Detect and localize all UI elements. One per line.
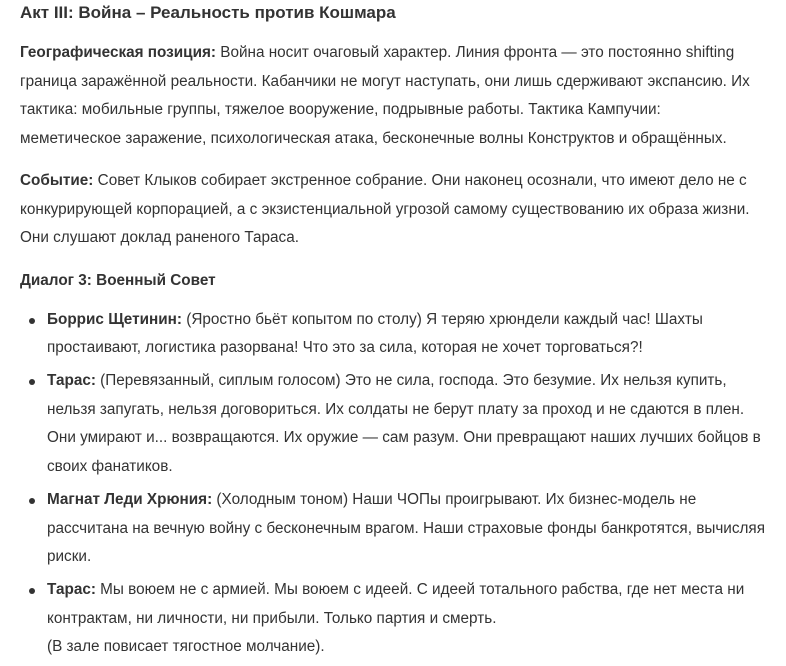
bullet-icon (29, 379, 35, 385)
geo-label: Географическая позиция: (20, 44, 217, 61)
bullet-icon (29, 498, 35, 504)
section-heading: Акт III: Война – Реальность против Кошмара (20, 3, 396, 22)
dialogue-item (20, 576, 766, 662)
event-label: Событие: (20, 171, 94, 189)
dialogue-list (20, 306, 766, 662)
speaker-name: Тарас: (47, 580, 96, 598)
dialogue-text: (Перевязанный, сиплым голосом) Это не сила, господа. Это безумие. Их нельзя купить, нельзя запугать, нельзя договориться. Их солдаты не берут плату за проход и не сдаются в плен. Они умирают и... возвращаются. Их оружие — сам разум. Они превращают наших лучших бойцов в своих фанатиков. (47, 372, 761, 476)
dialogue-text: (Яростно бьёт копытом по столу) Я теряю хрюндели каждый час! Шахты простаивают, логистика разорвана! Что это за сила, которая не хочет торговаться?! (47, 310, 703, 357)
speaker-name: Магнат Леди Хрюния: (47, 490, 213, 508)
dialogue-item (20, 486, 766, 572)
dialogue-item (20, 306, 766, 363)
bullet-icon (29, 318, 35, 324)
speaker-name: Боррис Щетинин: (47, 310, 182, 328)
stage-note: (В зале повисает тягостное молчание). (47, 638, 325, 656)
dialogue-item (20, 367, 766, 482)
event-paragraph (20, 167, 766, 253)
event-text: Совет Клыков собирает экстренное собрание. Они наконец осознали, что имеют дело не с конкурирующей корпорацией, а с экзистенциальной угрозой самому существованию их образа жизни. Они слушают доклад раненого Тараса. (20, 171, 750, 247)
geo-text: Война носит очаговый характер. Линия фронта — это постоянно shifting граница заражённой реальности. Кабанчики не могут наступать, они лишь сдерживают экспансию. Их тактика: мобильные группы, тяжелое вооружение, подрывные работы. Тактика Кампучии: меметическое заражение, психологическая атака, бесконечные волны Конструктов и обращённых. (20, 44, 750, 148)
speaker-name: Тарас: (47, 372, 96, 390)
bullet-icon (29, 588, 35, 594)
geo-paragraph (20, 39, 766, 154)
dialogue-text: Мы воюем не с армией. Мы воюем с идеей. С идеей тотального рабства, где нет места ни контрактам, ни личности, ни прибыли. Только партия и смерть. (47, 580, 745, 627)
dialogue-text: (Холодным тоном) Наши ЧОПы проигрывают. Их бизнес-модель не рассчитана на вечную войну с бесконечным врагом. Наши страховые фонды банкротятся, вычисляя риски. (47, 490, 765, 566)
dialogue-title: Диалог 3: Военный Совет (20, 271, 216, 289)
